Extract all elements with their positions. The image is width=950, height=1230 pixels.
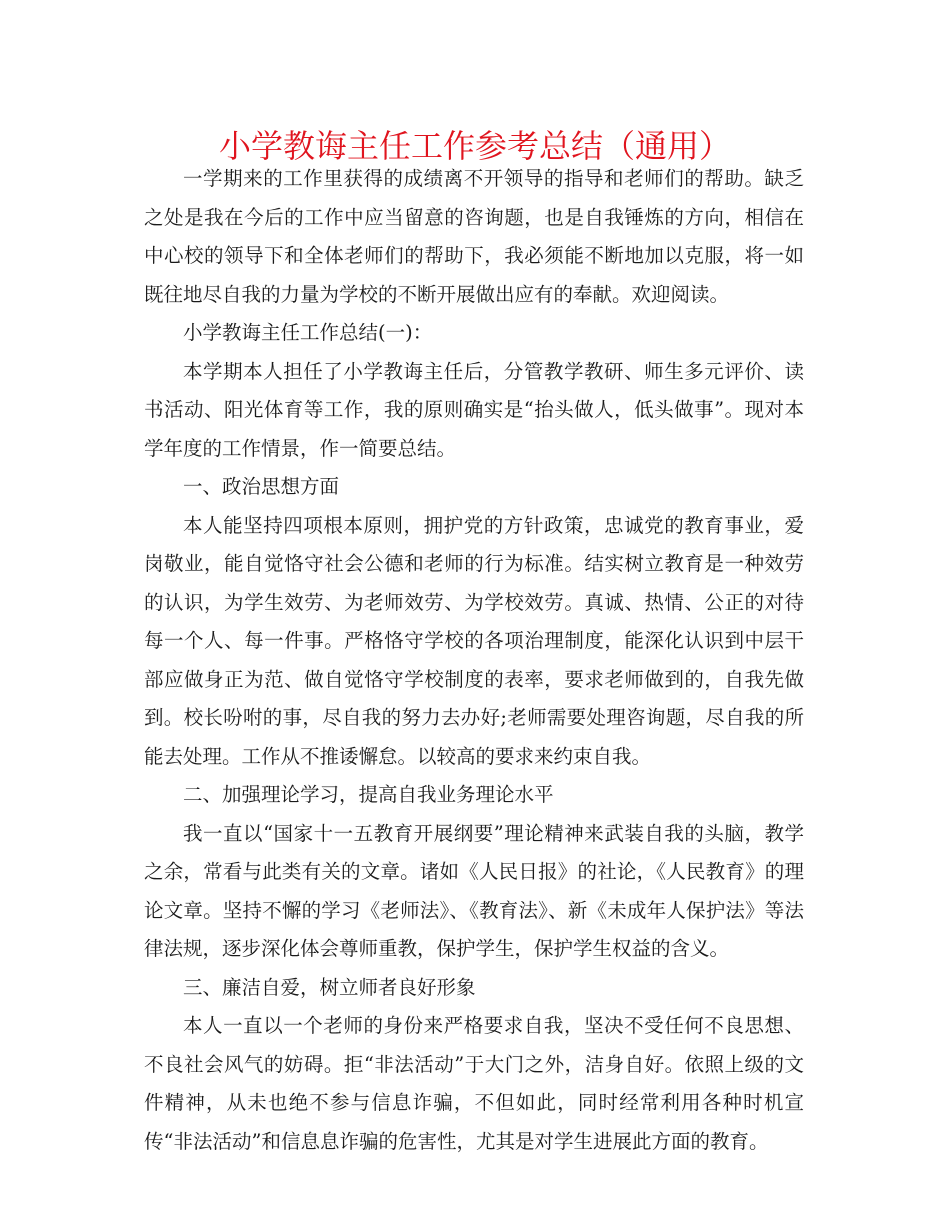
political-paragraph: 本人能坚持四项根本原则，拥护党的方针政策，忠诚党的教育事业，爱岗敬业，能自觉恪守社会公德和老师的行为标准。结实树立教育是一种效劳的认识，为学生效劳、为老师效劳、为学校效劳。真诚、热情、公正的对待每一个人、每一件事。严格恪守学校的各项治理制度，能深化认识到中层干部应做身正为范、做自觉恪守学校制度的表率，要求老师做到的，自我先做到。校长吩咐的事，尽自我的努力去办好;老师需要处理咨询题，尽自我的所能去处理。工作从不推诿懈怠。以较高的要求来约束自我。	[144, 513, 804, 768]
section-heading-theory: 二、加强理论学习，提高自我业务理论水平	[183, 783, 554, 806]
section-heading-political: 一、政治思想方面	[183, 475, 340, 498]
overview-paragraph: 本学期本人担任了小学教诲主任后，分管教学教研、师生多元评价、读书活动、阳光体育等工作，我的原则确实是“抬头做人，低头做事”。现对本学年度的工作情景，作一简要总结。	[144, 359, 804, 460]
section-heading-summary-one: 小学教诲主任工作总结(一)：	[183, 321, 433, 344]
document-body	[144, 160, 804, 1161]
integrity-paragraph: 本人一直以一个老师的身份来严格要求自我，坚决不受任何不良思想、不良社会风气的妨碍。拒“非法活动”于大门之外，洁身自好。依照上级的文件精神，从未也绝不参与信息诈骗，不但如此，同时经常利用各种时机宣传“非法活动”和信息息诈骗的危害性，尤其是对学生进展此方面的教育。	[144, 1014, 804, 1153]
section-heading-integrity: 三、廉洁自爱，树立师者良好形象	[183, 975, 476, 999]
theory-paragraph: 我一直以“国家十一五教育开展纲要”理论精神来武装自我的头脑，教学之余，常看与此类有关的文章。诸如《人民日报》的社论，《人民教育》的理论文章。坚持不懈的学习《老师法》、《教育法》、新《未成年人保护法》等法律法规，逐步深化体会尊师重教，保护学生，保护学生权益的含义。	[144, 821, 804, 960]
document-title: 小学教诲主任工作参考总结（通用）	[218, 127, 731, 165]
intro-paragraph: 一学期来的工作里获得的成绩离不开领导的指导和老师们的帮助。缺乏之处是我在今后的工作中应当留意的咨询题，也是自我锤炼的方向，相信在中心校的领导下和全体老师们的帮助下，我必须能不断地加以克服，将一如既往地尽自我的力量为学校的不断开展做出应有的奉献。欢迎阅读。	[144, 167, 804, 306]
